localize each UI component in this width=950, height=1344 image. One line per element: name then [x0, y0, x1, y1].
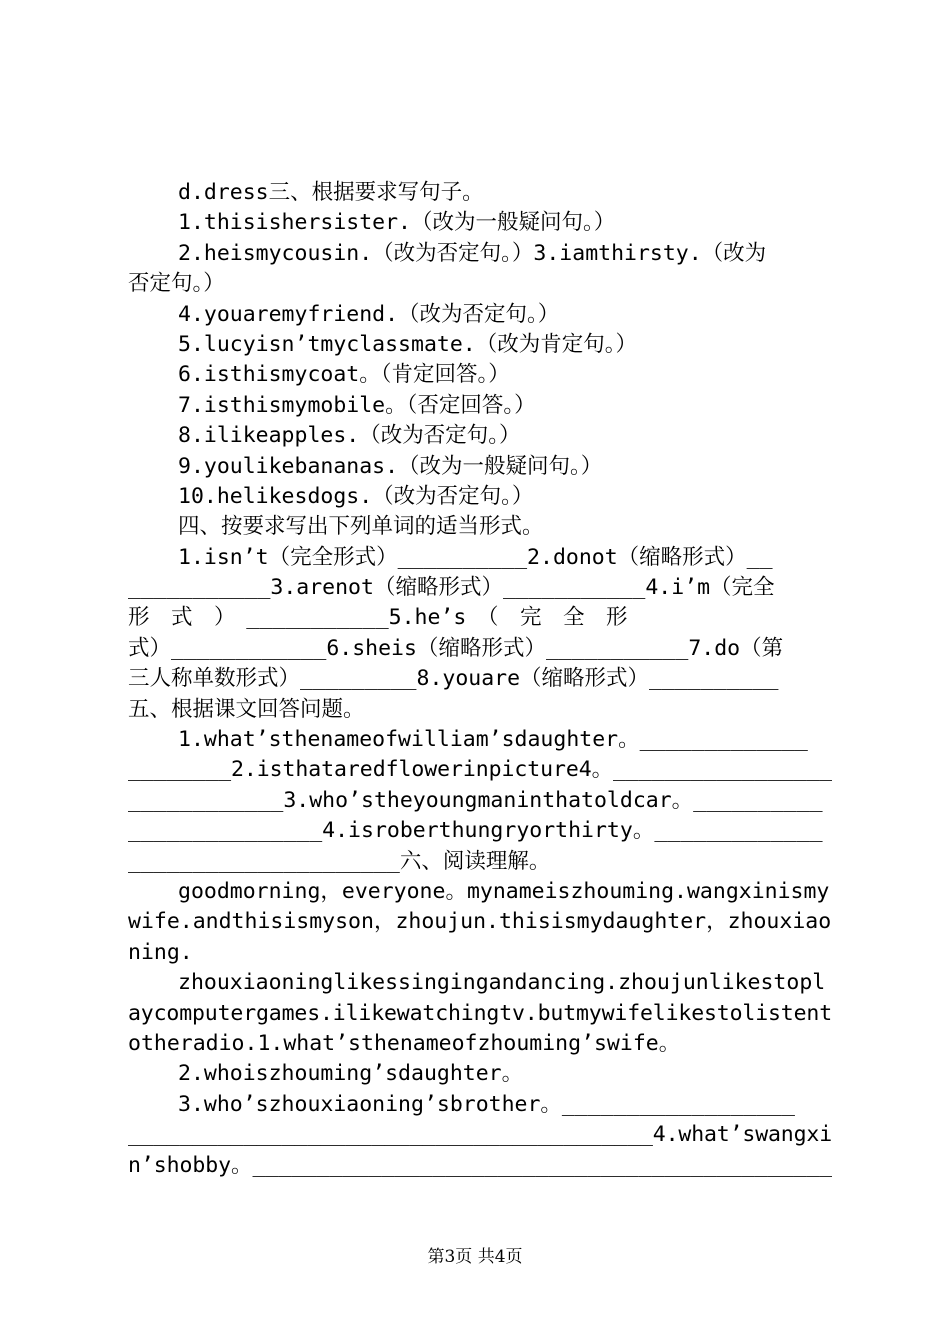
text-line: zhouxiaoninglikessingingandancing.zhoujunlikestopl [178, 970, 826, 996]
text-line: aycomputergames.ilikewatchingtv.butmywifelikestolistent [128, 1000, 832, 1026]
text-line: 3.who’szhouxiaoning’sbrother。__________________ [178, 1091, 795, 1117]
text-line: 2.heismycousin.（改为否定句。）3.iamthirsty.（改为 [178, 240, 767, 266]
text-line: 4.youaremyfriend.（改为否定句。） [178, 301, 560, 327]
text-line: 三人称单数形式）_________8.youare（缩略形式）__________ [128, 666, 779, 692]
text-line: ning. [128, 939, 193, 965]
text-line: ___________3.arenot（缩略形式）___________4.i’m（完全 [128, 575, 775, 601]
text-line: 1.what’sthenameofwilliam’sdaughter。_____________ [178, 727, 808, 753]
text-line: ____________3.who’stheyoungmaninthatoldcar。__________ [128, 787, 823, 813]
text-line: 10.helikesdogs.（改为否定句。） [178, 483, 534, 509]
text-line: otheradio.1.what’sthenameofzhouming’swife。 [128, 1030, 681, 1056]
text-line: wife.andthisismyson，zhoujun.thisismydaughter，zhouxiao [128, 909, 832, 935]
text-line: _______________4.isroberthungryorthirty。_____________ [128, 818, 823, 844]
text-line: 五、根据课文回答问题。 [128, 696, 365, 722]
text-line: 8.ilikeapples.（改为否定句。） [178, 423, 521, 449]
text-line: d.dress三、根据要求写句子。 [178, 180, 484, 205]
text-line: goodmorning，everyone。mynameiszhouming.wangxinismy [178, 878, 830, 904]
text-line: _________________________________________4.what’swangxi [128, 1122, 832, 1148]
text-line: 式）____________6.sheis（缩略形式）___________7.do（第 [128, 635, 784, 661]
text-line: 1.thisishersister.（改为一般疑问句。） [178, 210, 616, 236]
text-line: ________2.isthataredflowerinpicture4。_________________ [128, 757, 832, 783]
text-line: 5.lucyisn’tmyclassmate.（改为肯定句。） [178, 331, 637, 357]
page-footer: 第3页 共4页 [427, 1247, 523, 1267]
document-body [128, 178, 832, 1181]
text-line: 1.isn’t（完全形式）__________2.donot（缩略形式）__ [178, 544, 773, 570]
text-line: 9.youlikebananas.（改为一般疑问句。） [178, 453, 603, 479]
text-line: 7.isthismymobile。（否定回答。） [178, 392, 536, 418]
text-line: 2.whoiszhouming’sdaughter。 [178, 1061, 524, 1087]
text-line: _____________________六、阅读理解。 [128, 848, 551, 874]
text-line: 形 式 ） ___________5.he’s （ 完 全 形 [128, 605, 628, 631]
text-line: n’shobby。_____________________________________________ [128, 1152, 832, 1178]
text-line: 四、按要求写出下列单词的适当形式。 [178, 514, 544, 540]
text-line: 否定句。） [128, 271, 225, 297]
text-line: 6.isthismycoat。（肯定回答。） [178, 362, 510, 388]
